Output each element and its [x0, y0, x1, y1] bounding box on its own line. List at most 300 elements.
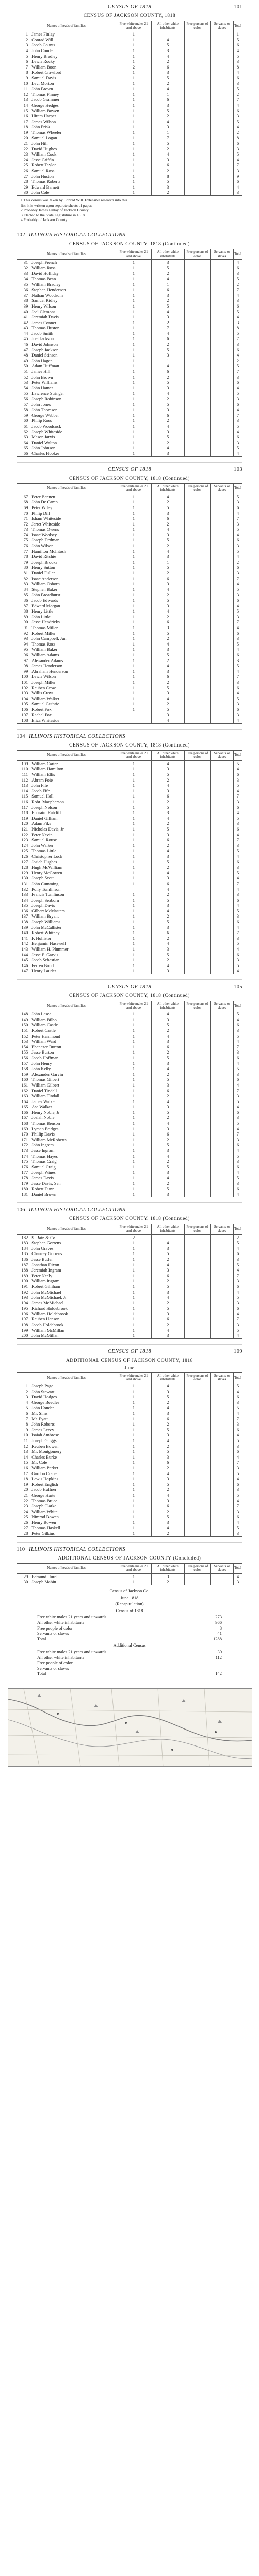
head-of-family-name: John Walker — [30, 843, 116, 849]
count-cell — [184, 1400, 210, 1405]
count-cell: 3 — [234, 396, 242, 402]
count-cell: 1 — [116, 690, 152, 696]
table-row — [17, 576, 242, 582]
count-cell — [184, 608, 210, 614]
count-cell: 3 — [234, 113, 242, 119]
table-row — [17, 270, 242, 276]
table-row — [17, 1159, 242, 1164]
table-row — [17, 1405, 242, 1411]
row-number: 10 — [17, 1432, 30, 1438]
head-of-family-name: William Ward — [30, 1039, 116, 1044]
table-row — [17, 418, 242, 423]
table-row — [17, 42, 242, 48]
head-of-family-name: Thomas Bean — [30, 276, 116, 282]
count-cell: 3 — [151, 1520, 184, 1526]
table-row — [17, 369, 242, 375]
table-row — [17, 1284, 242, 1290]
count-cell — [184, 783, 210, 788]
count-cell: 3 — [151, 788, 184, 794]
row-number: 198 — [17, 1322, 30, 1328]
row-number: 30 — [17, 1579, 30, 1585]
count-cell — [211, 293, 234, 298]
count-cell — [184, 1465, 210, 1471]
count-cell — [211, 658, 234, 664]
count-cell: 3 — [234, 865, 242, 870]
count-cell: 3 — [234, 375, 242, 380]
running-title: CENSUS OF 1818 — [107, 984, 152, 990]
count-cell: 3 — [151, 1389, 184, 1395]
count-cell: 1 — [116, 1405, 152, 1411]
count-cell — [184, 1131, 210, 1137]
count-cell: 3 — [234, 320, 242, 326]
recap-row — [37, 1614, 222, 1620]
count-cell: 1 — [116, 766, 152, 772]
count-cell — [184, 952, 210, 958]
count-cell: 1 — [116, 113, 152, 119]
count-cell: 1 — [116, 1311, 152, 1317]
count-cell: 3 — [151, 946, 184, 952]
row-number: 25 — [17, 162, 30, 168]
column-header: Free white males 21 and above — [116, 750, 152, 760]
table-row — [17, 1411, 242, 1416]
count-cell: 6 — [234, 1110, 242, 1115]
table-row — [17, 1509, 242, 1515]
count-cell — [184, 1137, 210, 1143]
table-row — [17, 363, 242, 369]
row-number: 75 — [17, 537, 30, 543]
count-cell: 1 — [116, 913, 152, 919]
head-of-family-name: Joseph Robinson — [30, 396, 116, 402]
count-cell — [211, 1290, 234, 1295]
row-number: 23 — [17, 1503, 30, 1509]
table-row — [17, 494, 242, 499]
head-of-family-name: Thomas Gilbert — [30, 1077, 116, 1082]
table-caption: CENSUS OF JACKSON COUNTY, 1818 — [83, 13, 176, 19]
table-row — [17, 936, 242, 941]
count-cell: 6 — [234, 1284, 242, 1290]
count-cell — [184, 1251, 210, 1257]
row-number: 158 — [17, 1066, 30, 1072]
count-cell: 6 — [234, 265, 242, 271]
table-row — [17, 799, 242, 805]
running-header — [17, 232, 242, 241]
table-row — [17, 788, 242, 794]
column-header: Free white males 21 and above — [116, 1563, 152, 1573]
count-cell — [211, 832, 234, 838]
count-cell — [211, 647, 234, 652]
count-cell: 1 — [116, 788, 152, 794]
row-number: 154 — [17, 1044, 30, 1050]
head-of-family-name: Joseph French — [30, 260, 116, 265]
count-cell — [211, 1438, 234, 1444]
count-cell: 2 — [151, 843, 184, 849]
count-cell: 5 — [151, 42, 184, 48]
table-row — [17, 265, 242, 271]
count-cell: 1 — [116, 260, 152, 265]
count-cell — [184, 919, 210, 925]
count-cell: 4 — [234, 925, 242, 930]
head-of-family-name: Stephen Gorrens — [30, 1240, 116, 1246]
count-cell: 3 — [151, 429, 184, 435]
table-row — [17, 1131, 242, 1137]
row-number: 66 — [17, 451, 30, 456]
count-cell — [184, 1154, 210, 1159]
row-number: 123 — [17, 837, 30, 843]
head-of-family-name: Isaac Woolsey — [30, 532, 116, 538]
head-of-family-name: Stephen Henderson — [30, 287, 116, 293]
count-cell: 1 — [116, 603, 152, 609]
row-number: 33 — [17, 270, 30, 276]
row-number: 8 — [17, 70, 30, 75]
footnote-line: 2 Probably James Finlay of Jackson County. — [21, 208, 90, 213]
count-cell — [211, 957, 234, 963]
row-number: 70 — [17, 511, 30, 516]
count-cell — [184, 92, 210, 97]
row-number: 103 — [17, 690, 30, 696]
count-cell: 3 — [151, 766, 184, 772]
count-cell: 1 — [116, 816, 152, 821]
count-cell — [184, 1328, 210, 1333]
count-cell: 8 — [234, 325, 242, 331]
running-title: CENSUS OF 1818 — [107, 1348, 152, 1354]
count-cell: 1 — [116, 772, 152, 777]
row-number: 49 — [17, 358, 30, 364]
count-cell: 2 — [234, 282, 242, 287]
census-page — [17, 980, 242, 1203]
count-cell — [184, 1181, 210, 1187]
count-cell: 1 — [116, 641, 152, 647]
head-of-family-name: John Conder — [30, 1405, 116, 1411]
count-cell — [211, 788, 234, 794]
table-row — [17, 1137, 242, 1143]
count-cell: 7 — [234, 881, 242, 887]
count-cell: 1 — [116, 1503, 152, 1509]
count-cell: 1 — [116, 325, 152, 331]
row-number: 129 — [17, 870, 30, 876]
count-cell — [211, 1525, 234, 1531]
head-of-family-name: Isaiah Ambrose — [30, 1432, 116, 1438]
count-cell — [184, 1493, 210, 1498]
count-cell: 8 — [151, 174, 184, 179]
head-of-family-name: Thomas Hayes — [30, 1154, 116, 1159]
head-of-family-name: Hugh McWilliam — [30, 865, 116, 870]
count-cell — [211, 48, 234, 54]
count-cell: 5 — [151, 897, 184, 903]
count-cell: 4 — [234, 1192, 242, 1197]
count-cell — [211, 598, 234, 603]
census-page — [17, 1345, 242, 1543]
count-cell — [211, 352, 234, 358]
count-cell: 3 — [234, 1093, 242, 1099]
table-row — [17, 505, 242, 511]
count-cell: 3 — [151, 70, 184, 75]
head-of-family-name: Jacob Holdebrook — [30, 1322, 116, 1328]
head-of-family-name: Hiram Harper — [30, 113, 116, 119]
table-row — [17, 810, 242, 816]
count-cell: 1 — [116, 413, 152, 418]
count-cell — [211, 1121, 234, 1126]
head-of-family-name: Robert Whitney — [30, 930, 116, 936]
count-cell — [184, 1055, 210, 1061]
count-cell: 7 — [234, 97, 242, 103]
count-cell: 5 — [151, 108, 184, 114]
count-cell — [184, 146, 210, 152]
count-cell — [184, 103, 210, 108]
map-drawing — [8, 1689, 252, 1766]
count-cell — [184, 636, 210, 641]
head-of-family-name: Benjamin Hasswell — [30, 941, 116, 946]
count-cell — [211, 1164, 234, 1170]
row-number: 92 — [17, 631, 30, 636]
table-row — [17, 641, 242, 647]
count-cell: 6 — [234, 826, 242, 832]
row-number: 196 — [17, 1311, 30, 1317]
count-cell — [211, 760, 234, 766]
count-cell — [211, 865, 234, 870]
recap-row — [37, 1631, 222, 1636]
table-row — [17, 1039, 242, 1044]
count-cell — [211, 1509, 234, 1515]
count-cell: 2 — [151, 1531, 184, 1536]
head-of-family-name: John Roberts — [30, 1421, 116, 1427]
count-cell — [184, 685, 210, 691]
count-cell — [211, 799, 234, 805]
head-of-family-name: James Leecy — [30, 1427, 116, 1433]
count-cell: 3 — [151, 1192, 184, 1197]
count-cell — [211, 680, 234, 685]
count-cell: 4 — [234, 48, 242, 54]
head-of-family-name: John Wilson — [30, 543, 116, 549]
count-cell — [184, 358, 210, 364]
count-cell — [184, 680, 210, 685]
running-header — [17, 1547, 242, 1555]
table-row — [17, 1573, 242, 1579]
count-cell — [211, 1449, 234, 1454]
count-cell: 1 — [116, 298, 152, 303]
recap-value: 112 — [215, 1654, 222, 1660]
row-number: 22 — [17, 146, 30, 152]
count-cell — [211, 342, 234, 347]
table-row — [17, 805, 242, 810]
row-number: 50 — [17, 363, 30, 369]
count-cell — [211, 603, 234, 609]
count-cell: 3 — [234, 1137, 242, 1143]
table-row — [17, 549, 242, 554]
count-cell: 2 — [151, 342, 184, 347]
count-cell — [184, 108, 210, 114]
table-row — [17, 1148, 242, 1154]
count-cell: 5 — [234, 1383, 242, 1389]
count-cell: 5 — [151, 1110, 184, 1115]
count-cell: 4 — [151, 870, 184, 876]
count-cell — [211, 1311, 234, 1317]
head-of-family-name: William McRoberts — [30, 1137, 116, 1143]
head-of-family-name: Philip Ross — [30, 418, 116, 423]
recap-row — [37, 1620, 222, 1625]
count-cell: 2 — [151, 701, 184, 707]
count-cell — [211, 1251, 234, 1257]
count-cell — [211, 1460, 234, 1465]
head-of-family-name: William Bowen — [30, 108, 116, 114]
count-cell: 1 — [116, 631, 152, 636]
count-cell: 1 — [116, 174, 152, 179]
count-cell: 1 — [116, 1093, 152, 1099]
count-cell: 5 — [234, 1471, 242, 1477]
count-cell — [184, 587, 210, 592]
count-cell — [184, 848, 210, 854]
table-row — [17, 1498, 242, 1504]
count-cell: 3 — [234, 146, 242, 152]
count-cell — [211, 1300, 234, 1306]
count-cell: 3 — [151, 603, 184, 609]
row-number: 22 — [17, 1498, 30, 1504]
row-number: 136 — [17, 908, 30, 914]
count-cell — [211, 1503, 234, 1509]
count-cell: 5 — [234, 363, 242, 369]
column-header: All other white inhabitants — [151, 1563, 184, 1573]
count-cell: 4 — [151, 445, 184, 451]
column-header: Total — [234, 1001, 242, 1011]
row-number: 90 — [17, 619, 30, 625]
count-cell: 1 — [116, 1421, 152, 1427]
count-cell: 1 — [116, 1454, 152, 1460]
count-cell: 2 — [151, 168, 184, 174]
count-cell: 1 — [116, 375, 152, 380]
table-row — [17, 581, 242, 587]
count-cell: 1 — [116, 1284, 152, 1290]
count-cell — [211, 1115, 234, 1121]
count-cell: 1 — [116, 647, 152, 652]
count-cell: 3 — [234, 1421, 242, 1427]
count-cell: 3 — [151, 1082, 184, 1088]
count-cell: 1 — [116, 1400, 152, 1405]
column-header: Free white males 21 and above — [116, 1224, 152, 1234]
count-cell: 1 — [116, 532, 152, 538]
head-of-family-name: George Hedges — [30, 103, 116, 108]
count-cell: 2 — [234, 560, 242, 565]
count-cell — [211, 1520, 234, 1526]
row-number: 68 — [17, 499, 30, 505]
count-cell: 1 — [116, 1476, 152, 1482]
count-cell: 3 — [234, 270, 242, 276]
count-cell: 1 — [116, 336, 152, 342]
count-cell: 1 — [116, 162, 152, 168]
count-cell — [211, 669, 234, 674]
count-cell: 1 — [151, 560, 184, 565]
count-cell: 1 — [116, 1531, 152, 1536]
count-cell — [184, 1093, 210, 1099]
row-number: 77 — [17, 549, 30, 554]
count-cell — [184, 1246, 210, 1251]
count-cell: 1 — [116, 669, 152, 674]
table-row — [17, 946, 242, 952]
row-number: 171 — [17, 1137, 30, 1143]
count-cell: 2 — [151, 113, 184, 119]
count-cell — [211, 190, 234, 195]
head-of-family-name: Joseph Nelson — [30, 805, 116, 810]
count-cell — [184, 619, 210, 625]
table-row — [17, 391, 242, 396]
count-cell: 8 — [234, 64, 242, 70]
count-cell: 3 — [234, 418, 242, 423]
count-cell — [184, 1487, 210, 1493]
head-of-family-name: Robert Fox — [30, 707, 116, 713]
count-cell — [211, 396, 234, 402]
count-cell — [184, 1520, 210, 1526]
table-row — [17, 1333, 242, 1338]
row-number: 60 — [17, 418, 30, 423]
row-number: 12 — [17, 92, 30, 97]
table-row — [17, 451, 242, 456]
count-cell: 3 — [151, 810, 184, 816]
table-row — [17, 282, 242, 287]
head-of-family-name: Gordon Crane — [30, 1471, 116, 1477]
head-of-family-name: Robert Gilliham — [30, 1284, 116, 1290]
count-cell: 4 — [151, 908, 184, 914]
count-cell: 1 — [116, 598, 152, 603]
count-cell — [184, 1416, 210, 1422]
count-cell: 1 — [116, 135, 152, 141]
table-row — [17, 881, 242, 887]
column-header: Servants or slaves — [211, 483, 234, 494]
count-cell: 2 — [151, 1049, 184, 1055]
count-cell — [211, 260, 234, 265]
recap-heading: (Recapitulation) — [115, 1601, 144, 1607]
count-cell — [211, 1017, 234, 1023]
count-cell: 1 — [116, 1181, 152, 1187]
count-cell: 7 — [234, 162, 242, 168]
row-number: 18 — [17, 1476, 30, 1482]
row-number: 36 — [17, 287, 30, 293]
table-row — [17, 925, 242, 930]
table-row — [17, 652, 242, 658]
count-cell: 7 — [234, 1503, 242, 1509]
row-number: 63 — [17, 434, 30, 440]
count-cell: 4 — [234, 1039, 242, 1044]
count-cell — [184, 1316, 210, 1322]
count-cell — [184, 1164, 210, 1170]
count-cell: 6 — [234, 402, 242, 408]
table-row — [17, 1093, 242, 1099]
table-caption: CENSUS OF JACKSON COUNTY, 1818 (Continued) — [69, 241, 190, 247]
head-of-family-name: Henry Lauder — [30, 968, 116, 974]
row-number: 112 — [17, 777, 30, 783]
count-cell: 1 — [116, 793, 152, 799]
count-cell: 1 — [116, 1509, 152, 1515]
count-cell: 4 — [234, 766, 242, 772]
table-row — [17, 81, 242, 87]
count-cell: 2 — [151, 570, 184, 576]
count-cell: 4 — [234, 887, 242, 892]
row-number: 188 — [17, 1267, 30, 1273]
count-cell — [184, 1175, 210, 1181]
count-cell: 2 — [151, 913, 184, 919]
count-cell: 2 — [151, 865, 184, 870]
summary-title: Census of Jackson Co. — [109, 1588, 150, 1594]
count-cell: 1 — [116, 1061, 152, 1066]
row-number: 152 — [17, 1033, 30, 1039]
row-number: 101 — [17, 680, 30, 685]
count-cell: 4 — [234, 690, 242, 696]
count-cell: 7 — [234, 1088, 242, 1094]
row-number: 195 — [17, 1306, 30, 1311]
row-number: 145 — [17, 957, 30, 963]
count-cell: 3 — [151, 832, 184, 838]
count-cell: 1 — [116, 826, 152, 832]
count-cell: 1 — [116, 1175, 152, 1181]
count-cell: 5 — [234, 445, 242, 451]
count-cell: 1 — [116, 952, 152, 958]
